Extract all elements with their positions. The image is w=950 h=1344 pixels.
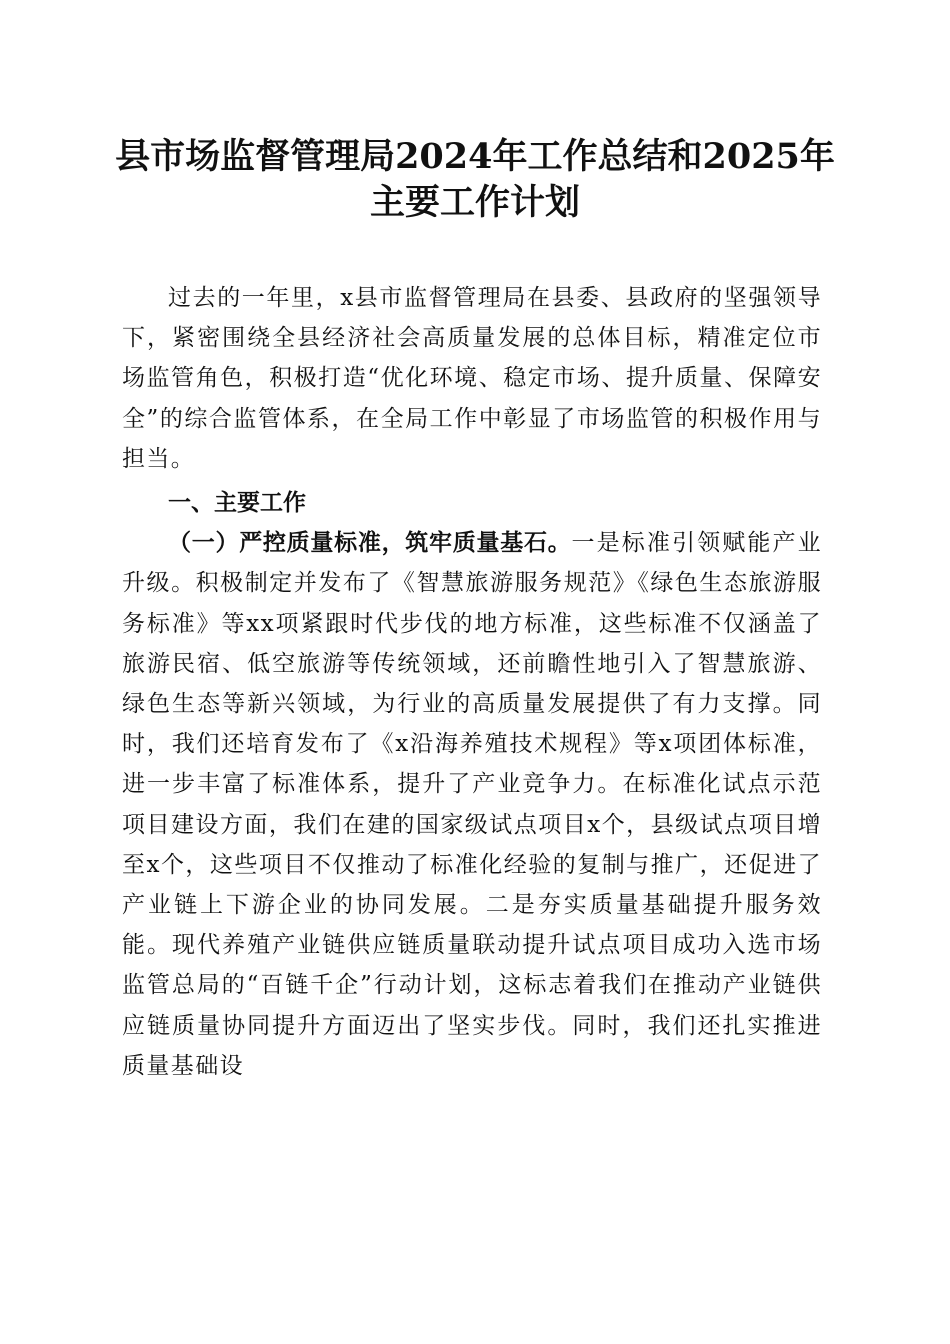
document-title — [110, 134, 840, 226]
subsection-1-lead: （一）严控质量标准，筑牢质量基石。 — [168, 530, 572, 557]
intro-paragraph: 过去的一年里，x县市监督管理局在县委、县政府的坚强领导下，紧密围绕全县经济社会高质量发展的总体目标，精准定位市场监管角色，积极打造“优化环境、稳定市场、提升质量、保障安全”的综合监管体系，在全局工作中彰显了市场监管的积极作用与担当。 — [122, 285, 822, 472]
document-body — [122, 278, 822, 1086]
subsection-1-paragraph — [122, 523, 822, 1086]
title-line-2: 主要工作计划 — [369, 182, 580, 223]
title-line-1: 县市场监督管理局2024年工作总结和2025年 — [115, 136, 835, 177]
section-heading-main-work: 一、主要工作 — [168, 490, 306, 517]
subsection-1-body: 一是标准引领赋能产业升级。积极制定并发布了《智慧旅游服务规范》《绿色生态旅游服务标准》等xx项紧跟时代步伐的地方标准，这些标准不仅涵盖了旅游民宿、低空旅游等传统领域，还前瞻性地引入了智慧旅游、绿色生态等新兴领域，为行业的高质量发展提供了有力支撑。同时，我们还培育发布了《x沿海养殖技术规程》等x项团体标准，进一步丰富了标准体系，提升了产业竞争力。在标准化试点示范项目建设方面，我们在建的国家级试点项目x个，县级试点项目增至x个，这些项目不仅推动了标准化经验的复制与推广，还促进了产业链上下游企业的协同发展。二是夯实质量基础提升服务效能。现代养殖产业链供应链质量联动提升试点项目成功入选市场监管总局的“百链千企”行动计划，这标志着我们在推动产业链供应链质量协同提升方面迈出了坚实步伐。同时，我们还扎实推进质量基础设 — [122, 530, 823, 1079]
